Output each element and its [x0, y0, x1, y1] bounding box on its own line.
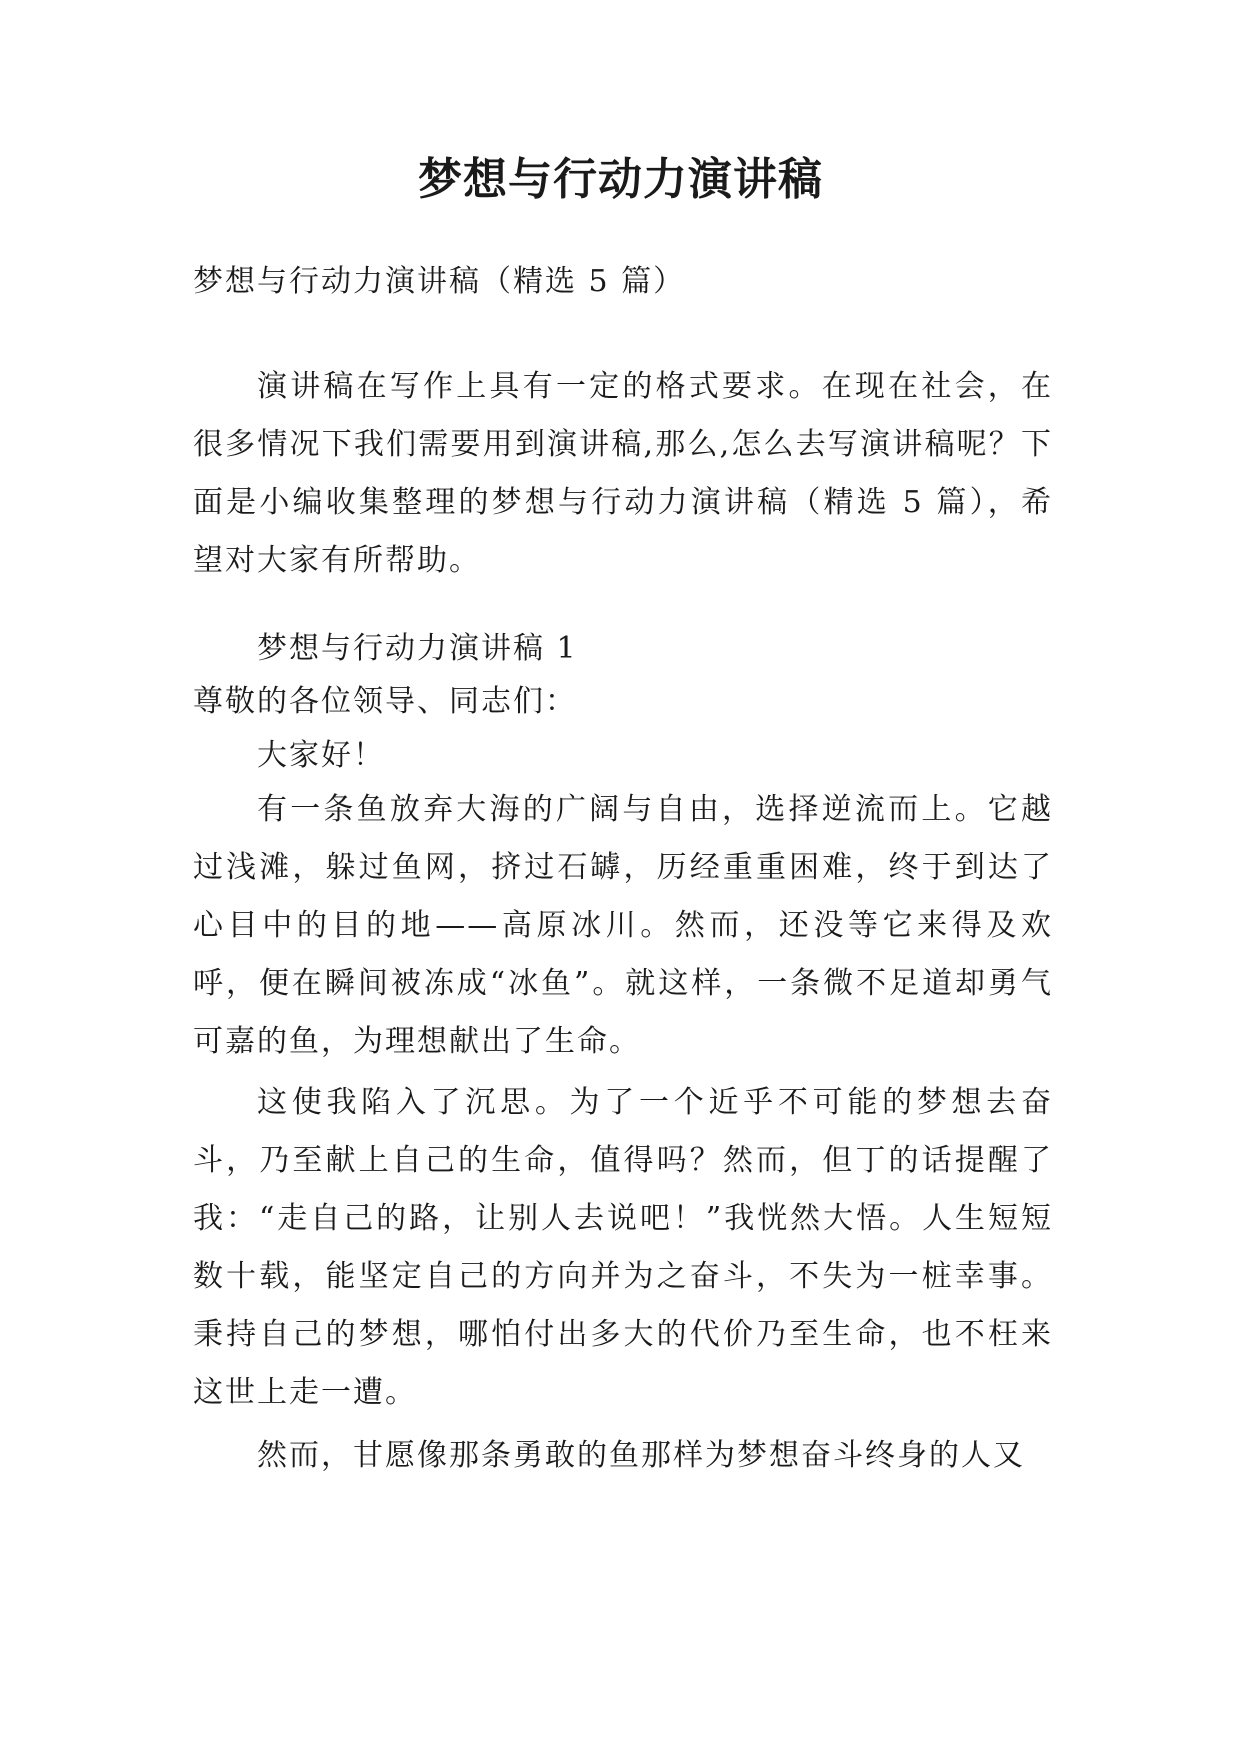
document-title: 梦想与行动力演讲稿	[418, 154, 823, 205]
body-paragraph: 然而，甘愿像那条勇敢的鱼那样为梦想奋斗终身的人又	[257, 1438, 1025, 1473]
section-heading: 梦想与行动力演讲稿 1	[257, 631, 578, 666]
body-paragraph: 这使我陷入了沉思。为了一个近乎不可能的梦想去奋斗，乃至献上自己的生命，值得吗？然而，但丁的话提醒了我：“走自己的路，让别人去说吧！”我恍然大悟。人生短短数十载，能坚定自己的方向并为之奋斗，不失为一桩幸事。秉持自己的梦想，哪怕付出多大的代价乃至生命，也不枉来这世上走一遭。	[193, 1085, 1053, 1410]
greeting: 大家好！	[257, 738, 385, 773]
salutation: 尊敬的各位领导、同志们：	[193, 684, 577, 719]
body-paragraph: 有一条鱼放弃大海的广阔与自由，选择逆流而上。它越过浅滩，躲过鱼网，挤过石罅，历经重重困难，终于到达了心目中的目的地——高原冰川。然而，还没等它来得及欢呼，便在瞬间被冻成“冰鱼”。就这样，一条微不足道却勇气可嘉的鱼，为理想献出了生命。	[193, 792, 1053, 1059]
document-subtitle: 梦想与行动力演讲稿（精选 5 篇）	[193, 264, 686, 299]
intro-paragraph: 演讲稿在写作上具有一定的格式要求。在现在社会，在很多情况下我们需要用到演讲稿,那么,怎么去写演讲稿呢？下面是小编收集整理的梦想与行动力演讲稿（精选 5 篇），希望对大家有所帮助。	[193, 369, 1053, 578]
